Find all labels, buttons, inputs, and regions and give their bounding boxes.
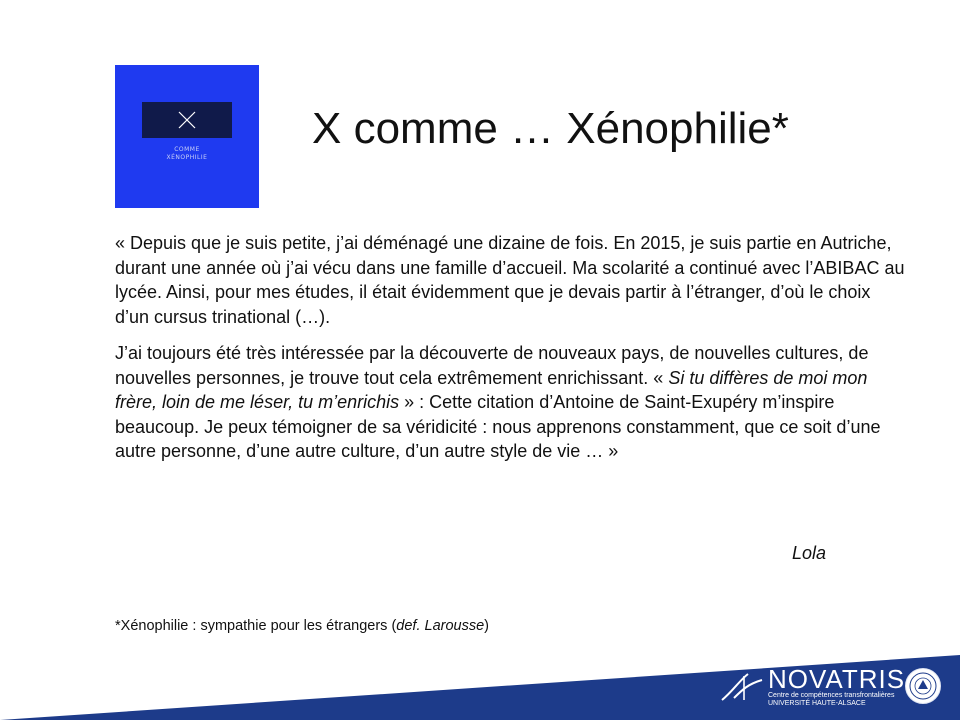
logo-caption-line2: XÉNOPHILIE: [166, 154, 208, 161]
paragraph-2: [115, 341, 905, 464]
brand-tagline-2: UNIVERSITÉ HAUTE-ALSACE: [768, 700, 866, 707]
logo-caption: [115, 146, 259, 162]
saint-exupery-quote: Si tu diffères de moi mon frère, loin de me léser, tu m’enrichis: [115, 367, 868, 412]
brand-tagline: [768, 692, 905, 708]
logo-caption-line1: COMME: [174, 146, 200, 153]
logo-box: [142, 102, 232, 138]
page-title: X comme … Xénophilie*: [312, 104, 789, 153]
novatris-logo-icon: [718, 670, 768, 704]
logo: [115, 65, 259, 208]
brand-tagline-1: Centre de compétences transfrontalières: [768, 692, 895, 699]
footnote: [115, 618, 489, 634]
testimonial-body: [115, 231, 905, 476]
paragraph-2-intro: J’ai toujours été très intéressée par la découverte de nouveaux pays, de nouvelles cultures, de nouvelles personnes, je trouve tout cela extrêmement enrichissant. «: [115, 343, 869, 388]
footnote-definition: *Xénophilie : sympathie pour les étrangers (: [115, 618, 397, 634]
footnote-close: ): [484, 618, 490, 634]
signature: Lola: [792, 543, 827, 563]
paragraph-1: « Depuis que je suis petite, j’ai déménagé une dizaine de fois. En 2015, je suis partie en Autriche, durant une année où j’ai vécu dans une famille d’accueil. Ma scolarité a continué avec l’ABIBAC au lycée. Ainsi, pour mes études, il était évidemment que je devais partir à l’étranger, d’où le choix d’un cursus trinational (…).: [115, 233, 905, 327]
footnote-source: def. Larousse: [396, 618, 485, 634]
paragraph-2-outro: » : Cette citation d’Antoine de Saint-Exupéry m’inspire beaucoup. Je peux témoigner de sa véridicité : nous apprenons constamment, que ce soit d’une autre personne, d’une autre culture, d’un autre style de vie … »: [115, 392, 881, 461]
novatris-brand: [718, 666, 905, 708]
university-seal-icon: [905, 668, 941, 704]
brand-name: NOVATRIS: [768, 664, 906, 694]
x-mark-icon: [178, 111, 196, 129]
